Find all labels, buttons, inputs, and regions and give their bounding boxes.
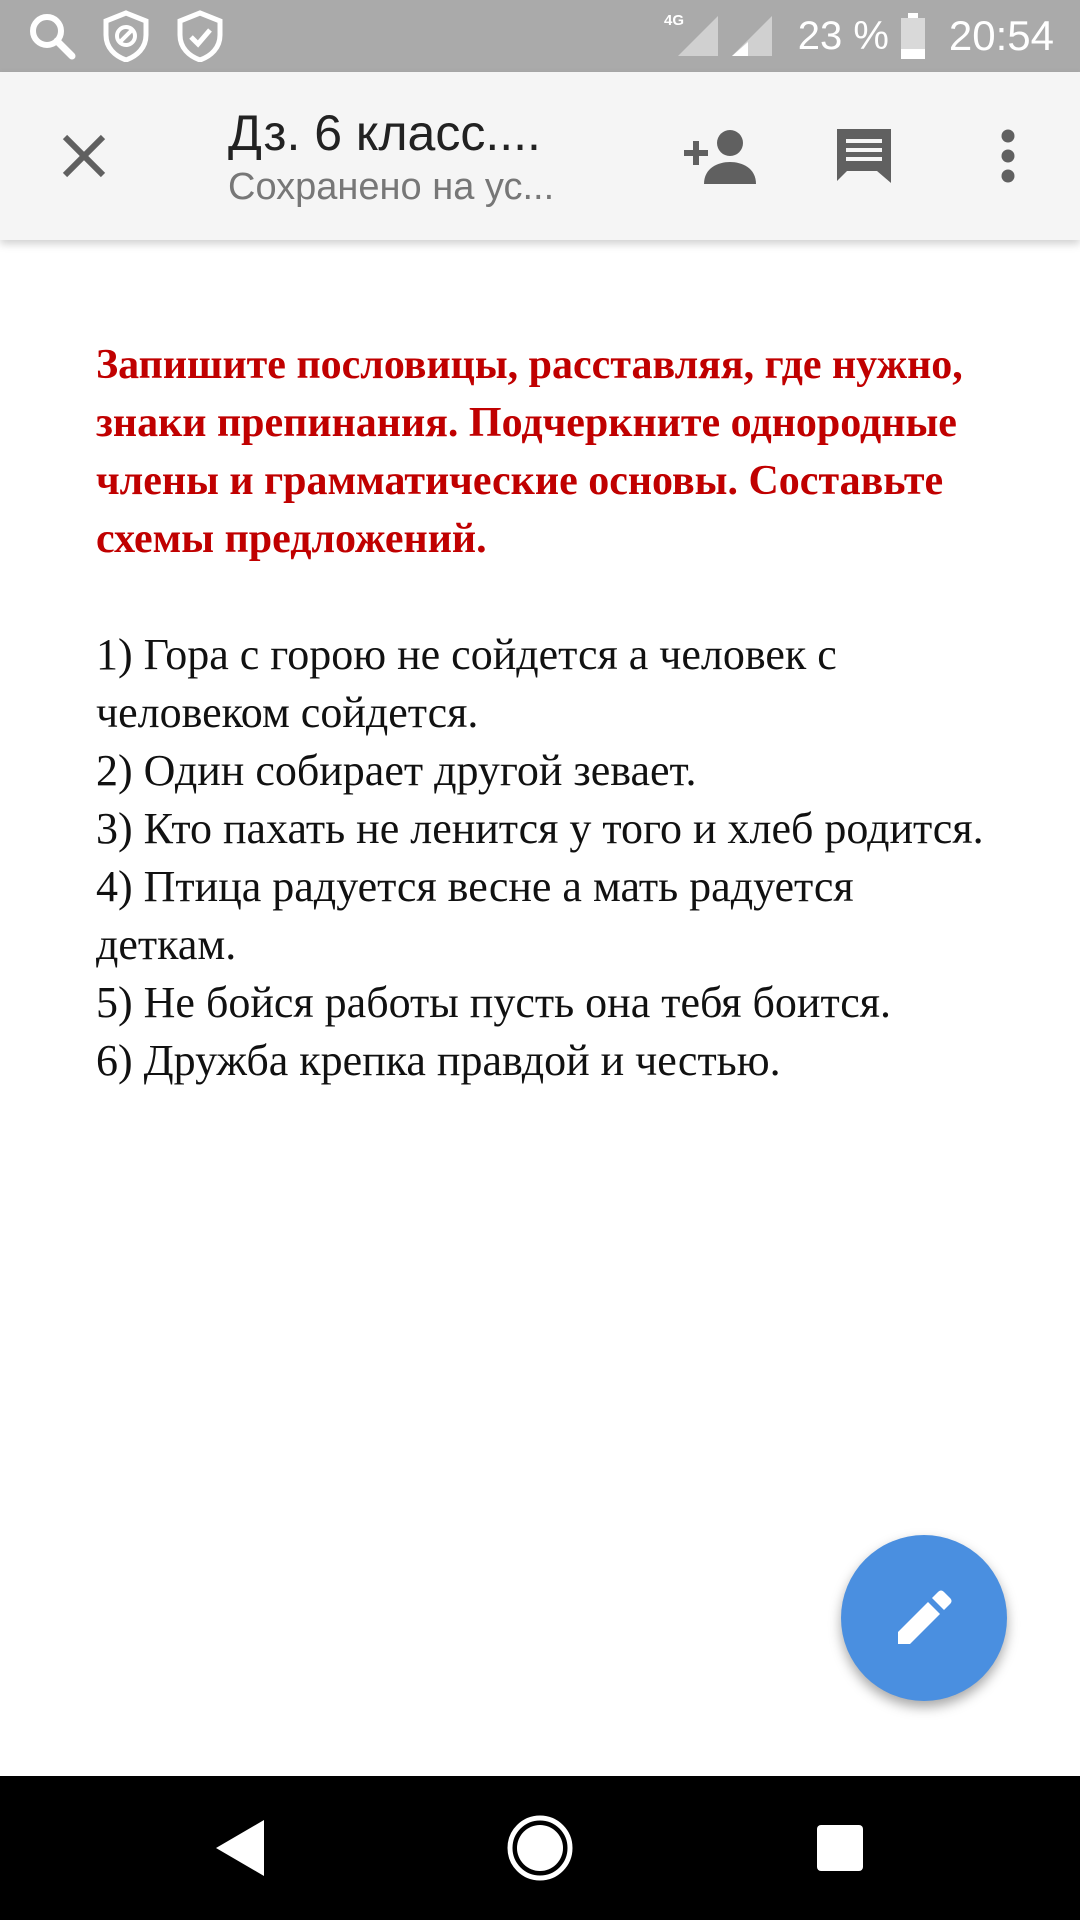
recents-button[interactable] bbox=[790, 1798, 890, 1898]
navigation-bar bbox=[0, 1776, 1080, 1920]
app-bar bbox=[0, 72, 1080, 240]
list-item: 3) Кто пахать не ленится у того и хлеб родится. bbox=[96, 804, 984, 853]
more-options-button[interactable] bbox=[970, 118, 1046, 194]
more-vert-icon bbox=[1000, 128, 1016, 184]
back-button[interactable] bbox=[190, 1798, 290, 1898]
add-person-icon bbox=[684, 128, 756, 184]
edit-fab-button[interactable] bbox=[841, 1535, 1007, 1701]
signal-icon bbox=[730, 14, 774, 58]
comments-button[interactable] bbox=[826, 118, 902, 194]
status-right bbox=[676, 0, 1054, 72]
battery-percent: 23 % bbox=[797, 13, 889, 58]
list-item: 2) Один собирает другой зевает. bbox=[96, 746, 697, 795]
clock: 20:54 bbox=[948, 12, 1054, 59]
task-instruction: Запишите пословицы, расставляя, где нужно, знаки препинания. Подчеркните однородные члены и грамматические основы. Составьте схемы предложений. bbox=[96, 342, 963, 562]
pencil-icon bbox=[894, 1588, 954, 1648]
home-button[interactable] bbox=[490, 1798, 590, 1898]
battery-icon bbox=[901, 13, 925, 59]
status-left-icons bbox=[26, 10, 248, 62]
check-shield-icon bbox=[174, 10, 226, 62]
list-item: 6) Дружба крепка правдой и честью. bbox=[96, 1036, 781, 1085]
proverb-list bbox=[96, 626, 996, 1090]
list-item: 4) Птица радуется весне а мать радуется деткам. bbox=[96, 862, 854, 969]
status-bar bbox=[0, 0, 1080, 72]
document-body bbox=[96, 336, 996, 1090]
blocked-shield-icon bbox=[100, 10, 152, 62]
list-item: 5) Не бойся работы пусть она тебя боится. bbox=[96, 978, 891, 1027]
signal-icon bbox=[676, 14, 720, 58]
network-type-label: 4G bbox=[664, 12, 685, 29]
comment-icon bbox=[833, 125, 895, 187]
share-button[interactable] bbox=[682, 118, 758, 194]
close-button[interactable] bbox=[48, 120, 120, 192]
home-icon bbox=[506, 1814, 574, 1882]
document-title: Дз. 6 класс.... bbox=[228, 105, 541, 161]
list-item: 1) Гора с горою не сойдется а человек с человеком сойдется. bbox=[96, 630, 837, 737]
document-titles bbox=[228, 102, 628, 210]
recents-icon bbox=[817, 1825, 863, 1871]
close-icon bbox=[61, 133, 107, 179]
search-icon bbox=[26, 10, 78, 62]
save-status: Сохранено на ус... bbox=[228, 166, 555, 208]
back-icon bbox=[212, 1818, 268, 1878]
